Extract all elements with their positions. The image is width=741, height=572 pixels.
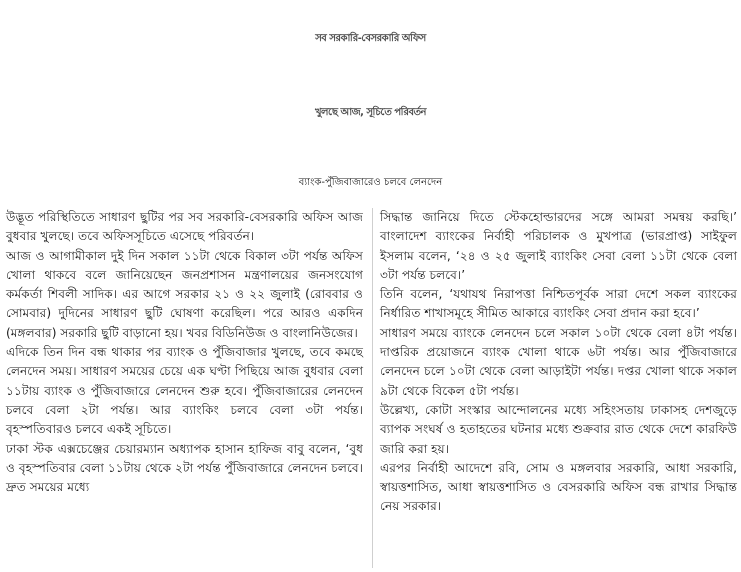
article-column-left (6, 208, 363, 497)
column-divider (372, 208, 373, 568)
paragraph: সাধারণ সময়ে ব্যাংকে লেনদেন চলে সকাল ১০টা থেকে বেলা ৪টা পর্যন্ত। দাপ্তরিক প্রয়োজনে ব্যাংক খোলা থাকে ৬টা পর্যন্ত। আর পুঁজিবাজারে লেনদেন চলে ১০টা থেকে বেলা আড়াইটা পর্যন্ত। দপ্তর খোলা থাকে সকাল ৯টা থেকে বিকেল ৫টা পর্যন্ত। (380, 325, 737, 398)
paragraph: তিনি বলেন, ‘যথাযথ নিরাপত্তা নিশ্চিতপূর্বক সারা দেশে সকল ব্যাংকের নির্ধারিত শাখাসমূহে সীমিত আকারে ব্যাংকিং সেবা প্রদান করা হবে।’ (380, 287, 737, 321)
paragraph: উল্লেখ্য, কোটা সংস্কার আন্দোলনের মধ্যে সহিংসতায় ঢাকাসহ দেশজুড়ে ব্যাপক সংঘর্ষ ও হতাহতের ঘটনার মধ্যে শুক্রবার রাত থেকে দেশে কারফিউ জারি করা হয়। (380, 402, 737, 456)
paragraph: উদ্ভূত পরিস্থিতিতে সাধারণ ছুটির পর সব সরকারি-বেসরকারি অফিস আজ বুধবার খুলছে। তবে অফিসসূচিতে এসেছে পরিবর্তন। (6, 210, 363, 244)
paragraph: ঢাকা স্টক এক্সচেঞ্জের চেয়ারম্যান অধ্যাপক হাসান হাফিজ বাবু বলেন, ‘বুধ ও বৃহস্পতিবার বেলা ১১টায় থেকে ২টা পর্যন্ত পুঁজিবাজারে লেনদেন চলবে। দ্রুত সময়ের মধ্যে (6, 441, 363, 495)
headline-line-1: সব সরকারি-বেসরকারি অফিস (315, 33, 426, 44)
paragraph: এরপর নির্বাহী আদেশে রবি, সোম ও মঙ্গলবার সরকারি, আধা সরকারি, স্বায়ত্তশাসিত, আধা স্বায়ত্তশাসিত ও বেসরকারি অফিস বন্ধ রাখার সিদ্ধান্ত নেয় সরকার। (380, 460, 737, 514)
paragraph: সিদ্ধান্ত জানিয়ে দিতে স্টেকহোল্ডারদের সঙ্গে আমরা সমন্বয় করছি।’ বাংলাদেশ ব্যাংকের নির্বাহী পরিচালক ও মুখপাত্র (ভারপ্রাপ্ত) সাইফুল ইসলাম বলেন, ‘২৪ ও ২৫ জুলাই ব্যাংকিং সেবা বেলা ১১টা থেকে বেলা ৩টা পর্যন্ত চলবে।’ (380, 210, 737, 282)
paragraph: আজ ও আগামীকাল দুই দিন সকাল ১১টা থেকে বিকাল ৩টা পর্যন্ত অফিস খোলা থাকবে বলে জানিয়েছেন জনপ্রশাসন মন্ত্রণালয়ের জনসংযোগ কর্মকর্তা শিবলী সাদিক। এর আগে সরকার ২১ ও ২২ জুলাই (রোববার ও সোমবার) দুদিনের সাধারণ ছুটি ঘোষণা করেছিল। পরে আরও একদিন (মঙ্গলবার) সরকারি ছুটি বাড়ানো হয়। খবর বিডিনিউজ ও বাংলানিউজের। (6, 248, 363, 340)
paragraph: এদিকে তিন দিন বন্ধ থাকার পর ব্যাংক ও পুঁজিবাজার খুলছে, তবে কমছে লেনদেন সময়। সাধারণ সময়ের চেয়ে এক ঘণ্টা পিছিয়ে আজ বুধবার বেলা ১১টায় ব্যাংক ও পুঁজিবাজারে লেনদেন শুরু হবে। পুঁজিবাজারের লেনদেন চলবে বেলা ২টা পর্যন্ত। আর ব্যাংকিং চলবে বেলা ৩টা পর্যন্ত। বৃহস্পতিবারও চলবে একই সূচিতে। (6, 345, 363, 437)
article-column-right (380, 208, 737, 517)
headline-line-2: খুলছে আজ, সূচিতে পরিবর্তন (314, 107, 427, 118)
subheadline: ব্যাংক-পুঁজিবাজারেও চলবে লেনদেন (298, 177, 443, 188)
